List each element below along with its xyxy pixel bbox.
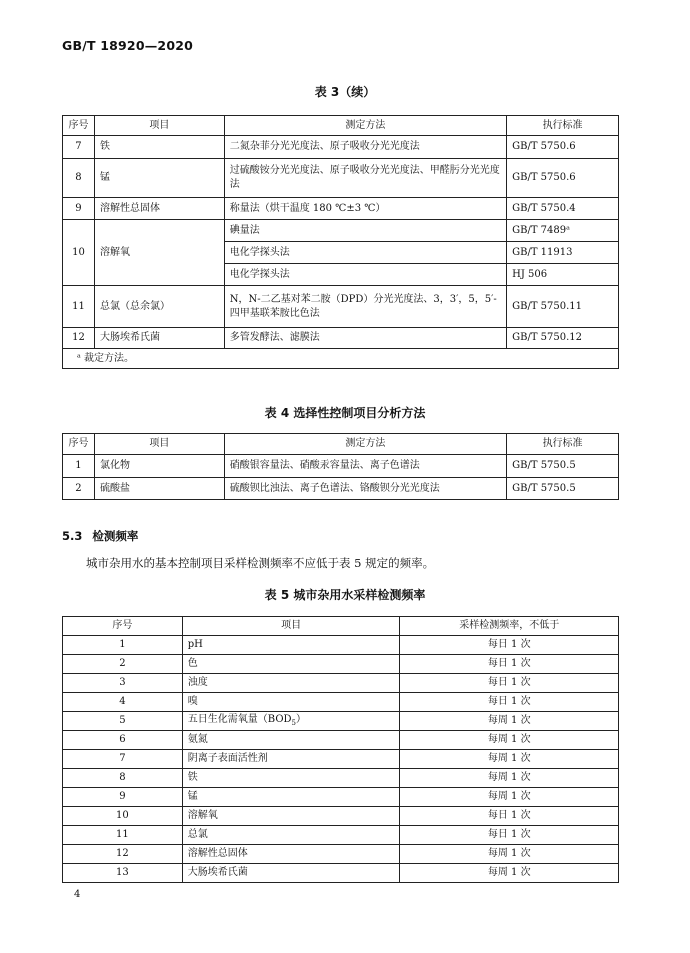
row-no: 4 bbox=[63, 693, 183, 712]
table3 bbox=[62, 115, 619, 369]
row-no: 1 bbox=[63, 455, 95, 478]
table-row bbox=[63, 674, 619, 693]
row-no: 10 bbox=[63, 220, 95, 286]
row-no: 11 bbox=[63, 286, 95, 328]
header-method: 测定方法 bbox=[224, 434, 506, 455]
header-item: 项目 bbox=[94, 434, 224, 455]
row-standard: GB/T 11913 bbox=[507, 242, 619, 264]
row-method: 电化学探头法 bbox=[224, 264, 506, 286]
row-frequency: 每日 1 次 bbox=[400, 636, 619, 655]
section-heading bbox=[62, 528, 138, 544]
row-standard: GB/T 5750.5 bbox=[507, 478, 619, 500]
row-no: 2 bbox=[63, 655, 183, 674]
item-subscript: 5 bbox=[291, 718, 296, 727]
table-row bbox=[63, 807, 619, 826]
row-method: 多管发酵法、滤膜法 bbox=[224, 328, 506, 349]
table-row bbox=[63, 136, 619, 159]
row-no: 7 bbox=[63, 136, 95, 159]
row-item: 氨氮 bbox=[182, 731, 400, 750]
row-no: 9 bbox=[63, 788, 183, 807]
row-method: 称量法（烘干温度 180 ℃±3 ℃） bbox=[224, 198, 506, 220]
row-method: N，N-二乙基对苯二胺（DPD）分光光度法、3，3′，5，5′-四甲基联苯胺比色法 bbox=[224, 286, 506, 328]
row-no: 10 bbox=[63, 807, 183, 826]
row-item: 溶解性总固体 bbox=[182, 845, 400, 864]
row-item: 溶解氧 bbox=[94, 220, 224, 286]
row-frequency: 每日 1 次 bbox=[400, 826, 619, 845]
table-row bbox=[63, 455, 619, 478]
table-row bbox=[63, 636, 619, 655]
row-frequency: 每周 1 次 bbox=[400, 845, 619, 864]
row-frequency: 每周 1 次 bbox=[400, 769, 619, 788]
item-text: 五日生化需氧量（BOD bbox=[187, 713, 292, 725]
row-item: pH bbox=[182, 636, 400, 655]
row-no: 8 bbox=[63, 159, 95, 198]
row-item: 嗅 bbox=[182, 693, 400, 712]
table-row bbox=[63, 769, 619, 788]
row-standard: GB/T 5750.11 bbox=[507, 286, 619, 328]
section-number: 5.3 bbox=[62, 529, 83, 543]
row-frequency: 每日 1 次 bbox=[400, 807, 619, 826]
header-no: 序号 bbox=[63, 617, 183, 636]
page-number: 4 bbox=[74, 889, 81, 900]
row-standard: GB/T 5750.6 bbox=[507, 159, 619, 198]
row-no: 9 bbox=[63, 198, 95, 220]
row-item: 总氯（总余氯） bbox=[94, 286, 224, 328]
row-item: 阴离子表面活性剂 bbox=[182, 750, 400, 769]
row-frequency: 每日 1 次 bbox=[400, 655, 619, 674]
table-row bbox=[63, 731, 619, 750]
row-item: 浊度 bbox=[182, 674, 400, 693]
row-standard: GB/T 5750.12 bbox=[507, 328, 619, 349]
row-method: 电化学探头法 bbox=[224, 242, 506, 264]
table-row bbox=[63, 655, 619, 674]
header-no: 序号 bbox=[63, 434, 95, 455]
standard-code-header: GB/T 18920—2020 bbox=[62, 38, 194, 53]
table-row bbox=[63, 220, 619, 242]
table-row bbox=[63, 750, 619, 769]
row-frequency: 每日 1 次 bbox=[400, 693, 619, 712]
table-row bbox=[63, 864, 619, 883]
row-item: 锰 bbox=[94, 159, 224, 198]
item-text-tail: ） bbox=[296, 713, 306, 725]
table3-footnote-row bbox=[63, 349, 619, 369]
row-item bbox=[182, 712, 400, 731]
header-item: 项目 bbox=[94, 116, 224, 136]
table4-caption: 表 4 选择性控制项目分析方法 bbox=[264, 406, 426, 420]
row-method: 过硫酸铵分光光度法、原子吸收分光光度法、甲醛肟分光光度法 bbox=[224, 159, 506, 198]
row-item: 溶解性总固体 bbox=[94, 198, 224, 220]
row-no: 3 bbox=[63, 674, 183, 693]
row-no: 5 bbox=[63, 712, 183, 731]
row-item: 总氯 bbox=[182, 826, 400, 845]
header-standard: 执行标准 bbox=[507, 434, 619, 455]
row-no: 8 bbox=[63, 769, 183, 788]
table-row bbox=[63, 159, 619, 198]
row-item: 锰 bbox=[182, 788, 400, 807]
row-item: 溶解氧 bbox=[182, 807, 400, 826]
row-no: 13 bbox=[63, 864, 183, 883]
table5 bbox=[62, 616, 619, 883]
row-frequency: 每周 1 次 bbox=[400, 750, 619, 769]
row-no: 12 bbox=[63, 845, 183, 864]
row-no: 7 bbox=[63, 750, 183, 769]
row-standard: GB/T 5750.6 bbox=[507, 136, 619, 159]
table-row bbox=[63, 198, 619, 220]
row-item: 硫酸盐 bbox=[94, 478, 224, 500]
row-standard: GB/T 7489ᵃ bbox=[507, 220, 619, 242]
table5-caption: 表 5 城市杂用水采样检测频率 bbox=[264, 588, 426, 602]
header-method: 测定方法 bbox=[224, 116, 506, 136]
row-standard: GB/T 5750.4 bbox=[507, 198, 619, 220]
table-row bbox=[63, 328, 619, 349]
section-title: 检测频率 bbox=[92, 529, 139, 543]
table-row bbox=[63, 788, 619, 807]
header-no: 序号 bbox=[63, 116, 95, 136]
row-item: 色 bbox=[182, 655, 400, 674]
row-no: 1 bbox=[63, 636, 183, 655]
table3-caption: 表 3（续） bbox=[314, 85, 376, 99]
table3-footnote: ᵃ 裁定方法。 bbox=[63, 349, 619, 369]
row-frequency: 每周 1 次 bbox=[400, 864, 619, 883]
row-method: 硫酸钡比浊法、离子色谱法、铬酸钡分光光度法 bbox=[224, 478, 506, 500]
row-standard: GB/T 5750.5 bbox=[507, 455, 619, 478]
table-row bbox=[63, 478, 619, 500]
row-no: 12 bbox=[63, 328, 95, 349]
row-method: 碘量法 bbox=[224, 220, 506, 242]
row-no: 2 bbox=[63, 478, 95, 500]
row-frequency: 每周 1 次 bbox=[400, 731, 619, 750]
table-row bbox=[63, 712, 619, 731]
table-row bbox=[63, 693, 619, 712]
row-frequency: 每周 1 次 bbox=[400, 788, 619, 807]
row-no: 6 bbox=[63, 731, 183, 750]
table5-header-row bbox=[63, 617, 619, 636]
row-item: 大肠埃希氏菌 bbox=[182, 864, 400, 883]
header-frequency: 采样检测频率，不低于 bbox=[400, 617, 619, 636]
row-standard: HJ 506 bbox=[507, 264, 619, 286]
table-row bbox=[63, 286, 619, 328]
header-item: 项目 bbox=[182, 617, 400, 636]
table4-header-row bbox=[63, 434, 619, 455]
row-frequency: 每日 1 次 bbox=[400, 674, 619, 693]
body-paragraph: 城市杂用水的基本控制项目采样检测频率不应低于表 5 规定的频率。 bbox=[86, 556, 435, 570]
row-item: 铁 bbox=[182, 769, 400, 788]
table-row bbox=[63, 826, 619, 845]
table3-header-row bbox=[63, 116, 619, 136]
row-item: 氯化物 bbox=[94, 455, 224, 478]
row-frequency: 每周 1 次 bbox=[400, 712, 619, 731]
row-no: 11 bbox=[63, 826, 183, 845]
table4 bbox=[62, 433, 619, 500]
row-method: 硝酸银容量法、硝酸汞容量法、离子色谱法 bbox=[224, 455, 506, 478]
row-item: 大肠埃希氏菌 bbox=[94, 328, 224, 349]
row-item: 铁 bbox=[94, 136, 224, 159]
header-standard: 执行标准 bbox=[507, 116, 619, 136]
row-method: 二氮杂菲分光光度法、原子吸收分光光度法 bbox=[224, 136, 506, 159]
table-row bbox=[63, 845, 619, 864]
